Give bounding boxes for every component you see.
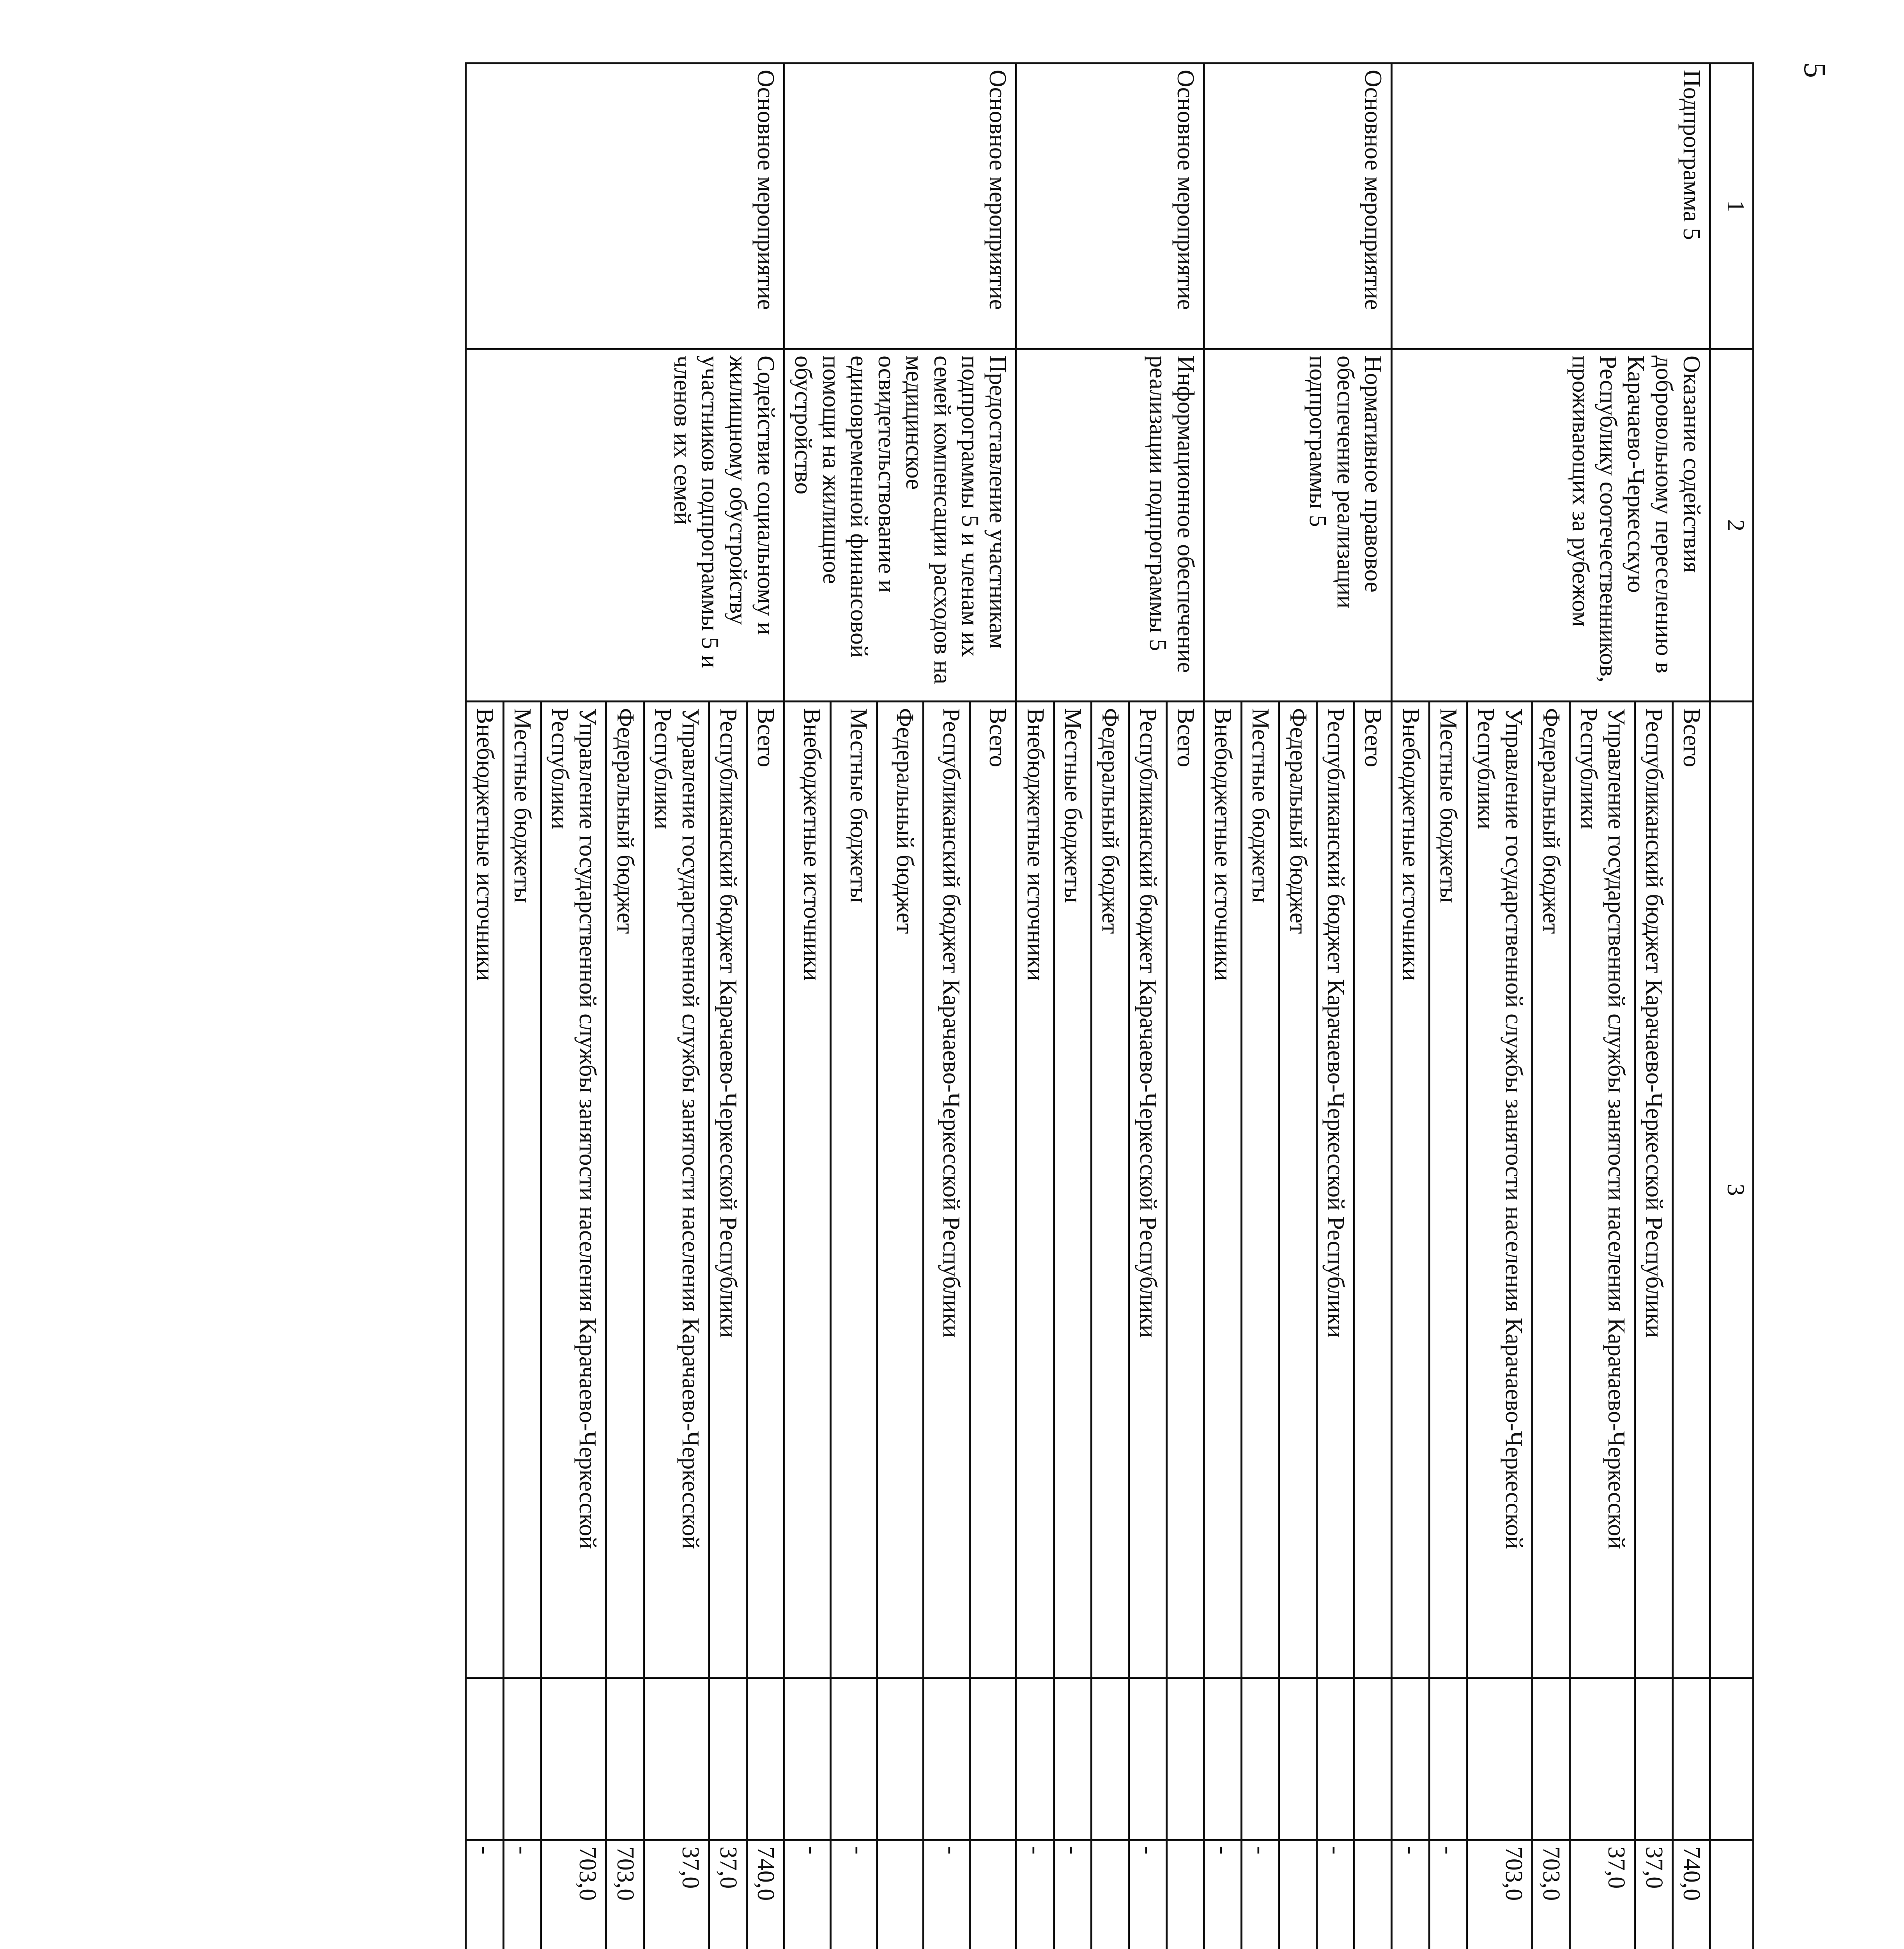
funding-source-cell: Всего [747,702,784,1678]
empty-cell [1279,1678,1317,1840]
value-cell: - [1242,1840,1279,1949]
value-cell: 740,0 [747,1840,784,1949]
empty-cell [784,1678,830,1840]
value-cell: 703,0 [1532,1840,1570,1949]
empty-cell [1392,1678,1429,1840]
funding-source-cell: Местные бюджеты [1429,702,1467,1678]
header-row [1710,64,1754,1949]
section-type-cell: Основное мероприятие [466,64,784,349]
value-cell: - [1204,1840,1241,1949]
budget-table [465,62,1754,1949]
measure-name-cell: Предоставление участникам подпрограммы 5 и членам их семей компенсации расходов на медицинское освидетельствование и единовременной финансовой помощи на жилищное обустройство [784,349,1016,702]
funding-source-cell: Республиканский бюджет Карачаево-Черкесской Республики [709,702,747,1678]
empty-cell [709,1678,747,1840]
table-row [1354,64,1392,1949]
empty-cell [1354,1678,1392,1840]
value-cell: - [466,1840,503,1949]
measure-name-cell: Содействие социальному и жилищному обустройству участников подпрограммы 5 и членов их семей [466,349,784,702]
value-cell: - [924,1840,970,1949]
table-row [970,64,1016,1949]
empty-cell [1204,1678,1241,1840]
empty-cell [970,1678,1016,1840]
value-cell: - [503,1840,541,1949]
table-row [1672,64,1710,1949]
funding-source-cell: Управление государственной службы занятости населения Карачаево-Черкесской Республики [644,702,709,1678]
value-cell: 37,0 [1635,1840,1672,1949]
value-cell: 703,0 [1467,1840,1532,1949]
value-cell: - [1054,1840,1091,1949]
empty-cell [1532,1678,1570,1840]
value-cell: 703,0 [541,1840,606,1949]
empty-cell [924,1678,970,1840]
funding-source-cell: Всего [1166,702,1204,1678]
value-cell [1354,1840,1392,1949]
funding-source-cell: Управление государственной службы занятости населения Карачаево-Черкесской Республики [541,702,606,1678]
section-type-cell: Подпрограмма 5 [1392,64,1710,349]
empty-cell [606,1678,644,1840]
section-type-cell: Основное мероприятие [1204,64,1391,349]
funding-source-cell: Республиканский бюджет Карачаево-Черкесской Республики [1635,702,1672,1678]
value-cell [1166,1840,1204,1949]
empty-cell [747,1678,784,1840]
value-cell [1279,1840,1317,1949]
value-cell: 37,0 [644,1840,709,1949]
empty-cell [1429,1678,1467,1840]
table-row [747,64,784,1949]
value-cell: - [831,1840,877,1949]
empty-cell [1016,1678,1054,1840]
funding-source-cell: Местные бюджеты [503,702,541,1678]
funding-source-cell: Управление государственной службы занятости населения Карачаево-Черкесской Республики [1467,702,1532,1678]
rotated-table-container [172,62,1754,1949]
value-cell [1091,1840,1129,1949]
funding-source-cell: Федеральный бюджет [1279,702,1317,1678]
page-number: 5 [1798,62,1832,78]
table-row [1166,64,1204,1949]
value-cell: - [1317,1840,1354,1949]
value-cell: - [784,1840,830,1949]
empty-cell [1166,1678,1204,1840]
value-cell: 37,0 [709,1840,747,1949]
value-cell: 740,0 [1672,1840,1710,1949]
funding-source-cell: Республиканский бюджет Карачаево-Черкесской Республики [1129,702,1166,1678]
header-cell [1710,1840,1754,1949]
funding-source-cell: Внебюджетные источники [1016,702,1054,1678]
value-cell: - [1016,1840,1054,1949]
funding-source-cell: Внебюджетные источники [466,702,503,1678]
empty-cell [1054,1678,1091,1840]
empty-cell [644,1678,709,1840]
funding-source-cell: Всего [970,702,1016,1678]
header-cell: 2 [1710,349,1754,702]
funding-source-cell: Внебюджетные источники [784,702,830,1678]
empty-cell [1570,1678,1635,1840]
empty-cell [1129,1678,1166,1840]
funding-source-cell: Федеральный бюджет [877,702,924,1678]
value-cell: 703,0 [606,1840,644,1949]
empty-cell [1467,1678,1532,1840]
funding-source-cell: Федеральный бюджет [1091,702,1129,1678]
empty-cell [1091,1678,1129,1840]
measure-name-cell: Оказание содействия добровольному переселению в Карачаево-Черкесскую Республику соотечественников, проживающих за рубежом [1392,349,1710,702]
value-cell: - [1429,1840,1467,1949]
header-cell [1710,1678,1754,1840]
funding-source-cell: Всего [1354,702,1392,1678]
empty-cell [541,1678,606,1840]
section-type-cell: Основное мероприятие [784,64,1016,349]
table-body [466,64,1710,1949]
funding-source-cell: Федеральный бюджет [606,702,644,1678]
funding-source-cell: Местные бюджеты [1054,702,1091,1678]
value-cell: - [1392,1840,1429,1949]
funding-source-cell: Федеральный бюджет [1532,702,1570,1678]
funding-source-cell: Местные бюджеты [831,702,877,1678]
measure-name-cell: Нормативное правовое обеспечение реализации подпрограммы 5 [1204,349,1391,702]
measure-name-cell: Информационное обеспечение реализации подпрограммы 5 [1016,349,1204,702]
value-cell: 37,0 [1570,1840,1635,1949]
empty-cell [503,1678,541,1840]
funding-source-cell: Внебюджетные источники [1392,702,1429,1678]
funding-source-cell: Республиканский бюджет Карачаево-Черкесской Республики [1317,702,1354,1678]
funding-source-cell: Всего [1672,702,1710,1678]
funding-source-cell: Местные бюджеты [1242,702,1279,1678]
empty-cell [466,1678,503,1840]
value-cell: - [1129,1840,1166,1949]
value-cell [877,1840,924,1949]
header-cell: 1 [1710,64,1754,349]
funding-source-cell: Управление государственной службы занятости населения Карачаево-Черкесской Республики [1570,702,1635,1678]
empty-cell [831,1678,877,1840]
header-cell: 3 [1710,702,1754,1678]
empty-cell [877,1678,924,1840]
empty-cell [1672,1678,1710,1840]
empty-cell [1635,1678,1672,1840]
section-type-cell: Основное мероприятие [1016,64,1204,349]
funding-source-cell: Внебюджетные источники [1204,702,1241,1678]
value-cell [970,1840,1016,1949]
empty-cell [1242,1678,1279,1840]
funding-source-cell: Республиканский бюджет Карачаево-Черкесской Республики [924,702,970,1678]
empty-cell [1317,1678,1354,1840]
